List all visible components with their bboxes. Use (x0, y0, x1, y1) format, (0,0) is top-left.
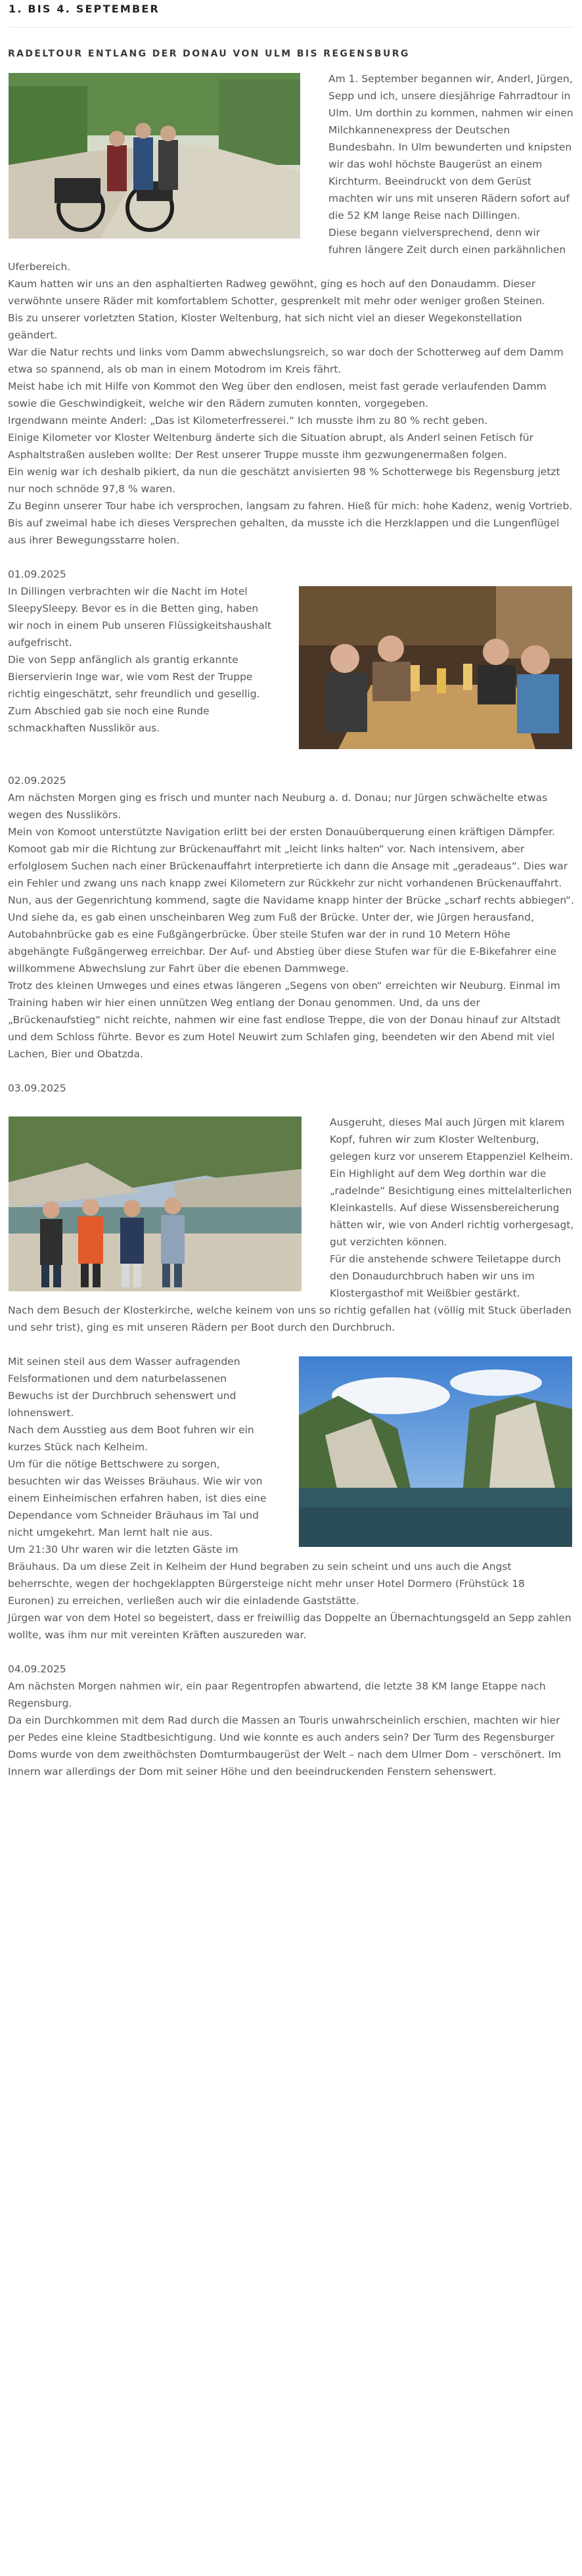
article-heading: RADELTOUR ENTLANG DER DONAU VON ULM BIS REGENSBURG (8, 49, 410, 59)
day-date: 01.09.2025 (8, 568, 66, 580)
day-paragraph: In Dillingen verbrachten wir die Nacht im Hotel SleepySleepy. Bevor es in die Betten ging, haben wir noch in einem Pub unseren Flüssigkeitshaushalt aufgefrischt. (8, 586, 272, 649)
day-paragraph: Mit seinen steil aus dem Wasser aufragenden Felsformationen und dem naturbelassenen Bewuchs ist der Durchbruch sehenswert und lohnenswert. (8, 1356, 240, 1419)
day-paragraph: Um 21:30 Uhr waren wir die letzten Gäste im Bräuhaus. Da um diese Zeit in Kelheim der Hund begraben zu sein scheint und uns auch die Angst beherrschte, wegen der hochgeklappten Bürgersteige nicht mehr unser Hotel Dormero (Frühstück 18 Euronen) zu erreichen, verließen auch wir die einladende Gaststätte. (8, 1544, 525, 1607)
intro-paragraph: Irgendwann meinte Anderl: „Das ist Kilometerfresserei.“ Ich musste ihm zu 80 % recht geben. (8, 415, 488, 426)
photo-danube-gorge (298, 1356, 573, 1548)
title-divider (9, 27, 573, 28)
day-paragraph: Nun, aus der Gegenrichtung kommend, sagte die Navidame knapp hinter der Brücke „scharf rechts abbiegen“. Und siehe da, es gab einen unscheinbaren Weg zum Fuß der Brücke. Unter der, wie Jürgen herausfand, Autobahnbrücke gab es eine Fußgängerbrücke. Über steile Stufen war der in rund 10 Metern Höhe abgehängte Fußgängerweg erreichbar. Der Auf- und Abstieg über diese Stufen war für die E-Bikefahrer eine willkommene Abwechslung zur Fahrt über die ebenen Dammwege. (8, 894, 574, 975)
intro-paragraph: Meist habe ich mit Hilfe von Kommot den Weg über den endlosen, meist fast gerade verlaufenden Damm sowie die Geschwindigkeit, welche wir den Rädern zumuten konnten, vorgegeben. (8, 380, 547, 409)
article (8, 46, 574, 1780)
intro-paragraph: War die Natur rechts und links vom Damm abwechslungsreich, so war doch der Schotterweg auf dem Damm etwa so spannend, als ob man in einem Motodrom im Kreis fährt. (8, 346, 564, 375)
day-date: 03.09.2025 (8, 1082, 66, 1094)
day-paragraph: Trotz des kleinen Umweges und eines etwas längeren „Segens von oben“ erreichten wir Neuburg. Einmal im Training haben wir hier einen unnützen Weg entlang der Donau genommen. Und, da uns der „Brückenaufstieg“ nicht reichte, nahmen wir eine fast endlose Treppe, die von der Donau hinauf zur Altstadt und dem Schloss führte. Bevor es zum Hotel Neuwirt zum Schlafen ging, beendeten wir den Abend mit viel Lachen, Bier und Obatzda. (8, 980, 561, 1060)
intro-paragraph: Kaum hatten wir uns an den asphaltierten Radweg gewöhnt, ging es hoch auf den Donaudamm. Dieser verwöhnte unsere Räder mit komfortablem Schotter, gesprenkelt mit mehr oder weniger großen Steinen. (8, 278, 545, 307)
day-paragraph: Die von Sepp anfänglich als grantig erkannte Bierservierin Inge war, wie vom Rest der Truppe richtig eingeschätzt, sehr freundlich und gesellig. Zum Abschied gab sie noch eine Runde schmackhaften Nusslikör aus. (8, 654, 260, 734)
day-paragraph: Nach dem Ausstieg aus dem Boot fuhren wir ein kurzes Stück nach Kelheim. (8, 1424, 254, 1453)
intro-paragraph: Einige Kilometer vor Kloster Weltenburg änderte sich die Situation abrupt, als Anderl seinen Fetisch für Asphaltstraßen ausleben wollte: Der Rest unserer Truppe musste ihm gezwungenermaßen folgen. (8, 432, 534, 461)
day-paragraph: Nach dem Besuch der Klosterkirche, welche keinem von uns so richtig gefallen hat (völlig mit Stuck überladen und sehr trist), ging es mit unseren Rädern per Boot durch den Durchbruch. (8, 1304, 571, 1333)
intro-paragraph: Diese begann vielversprechend, denn wir fuhren längere Zeit durch einen parkähnlichen Uferbereich. (8, 227, 566, 273)
day-paragraph: Um für die nötige Bettschwere zu sorgen, besuchten wir das Weisses Bräuhaus. Wie wir von einem Einheimischen erfahren haben, ist dies eine Dependance vom Schneider Bräuhaus im Tal und nicht umgekehrt. Man lernt halt nie aus. (8, 1458, 267, 1538)
day-paragraph: Jürgen war von dem Hotel so begeistert, dass er freiwillig das Doppelte an Übernachtungsgeld an Sepp zahlen wollte, was ihm nur mit vereinten Kräften auszureden war. (8, 1612, 571, 1641)
intro-paragraph: Ein wenig war ich deshalb pikiert, da nun die geschätzt anvisierten 98 % Schotterwege bis Regensburg jetzt nur noch schnöde 97,8 % waren. (8, 466, 560, 495)
photo-group-at-river-gorge (8, 1116, 302, 1292)
day-date: 04.09.2025 (8, 1663, 66, 1675)
photo-cyclists-on-path (8, 72, 301, 239)
photo-pub-evening (298, 586, 573, 750)
intro-paragraph: Bis zu unserer vorletzten Station, Kloster Weltenburg, hat sich nicht viel an dieser Wegekonstellation geändert. (8, 312, 522, 341)
day-paragraph: Für die anstehende schwere Teiletappe durch den Donaudurchbruch haben wir uns im Klostergasthof mit Weißbier gestärkt. (330, 1253, 561, 1299)
day-paragraph: Ausgeruht, dieses Mal auch Jürgen mit klarem Kopf, fuhren wir zum Kloster Weltenburg, gelegen kurz vor unserem Etappenziel Kelheim. Ein Highlight auf dem Weg dorthin war die „radelnde“ Besichtigung eines mittelalterlichen Kleinkastells. Auf diese Wissensbereicherung hätten wir, wie von Anderl richtig vorhergesagt, gut verzichten können. (330, 1116, 574, 1248)
page-title: 1. BIS 4. SEPTEMBER (9, 3, 160, 15)
day-paragraph: Am nächsten Morgen nahmen wir, ein paar Regentropfen abwartend, die letzte 38 KM lange Etappe nach Regensburg. (8, 1680, 546, 1709)
day-date: 02.09.2025 (8, 775, 66, 787)
intro-paragraph: Am 1. September begannen wir, Anderl, Jürgen, Sepp und ich, unsere diesjährige Fahrradtour in Ulm. Um dorthin zu kommen, nahmen wir einen Milchkannenexpress der Deutschen Bundesbahn. In Ulm bewunderten und knipsten wir das wohl höchste Baugerüst an einem Kirchturm. Beeindruckt von dem Gerüst machten wir uns mit unseren Rädern sofort auf die 52 KM lange Reise nach Dillingen. (328, 73, 573, 221)
day-paragraph: Da ein Durchkommen mit dem Rad durch die Massen an Touris unwahrscheinlich erschien, machten wir hier per Pedes eine kleine Stadtbesichtigung. Und wie konnte es auch anders sein? Der Turm des Regensburger Doms wurde von dem zweithöchsten Domturmbaugerüst der Welt – nach dem Ulmer Dom – verschönert. Im Innern war allerdings der Dom mit seiner Höhe und den beeindruckenden Fenstern sehenswert. (8, 1714, 562, 1778)
intro-paragraph: Zu Beginn unserer Tour habe ich versprochen, langsam zu fahren. Hieß für mich: hohe Kadenz, wenig Vortrieb. Bis auf zweimal habe ich dieses Versprechen gehalten, da musste ich die Herzklappen und die Lungenflügel aus ihrer Bewegungsstarre holen. (8, 500, 573, 546)
day-paragraph: Am nächsten Morgen ging es frisch und munter nach Neuburg a. d. Donau; nur Jürgen schwächelte etwas wegen des Nusslikörs. (8, 792, 548, 821)
day-paragraph: Mein von Komoot unterstützte Navigation erlitt bei der ersten Donauüberquerung einen kräftigen Dämpfer. Komoot gab mir die Richtung zur Brückenauffahrt mit „leicht links halten“ vor. Nach intensivem, aber erfolglosem Suchen nach einer Brückenauffahrt interpretierte ich dann die Ansage mit „geradeaus“. Dies war ein Fehler und zwang uns nach knapp zwei Kilometern zur Rückkehr zur nicht vorhandenen Brückenauffahrt. (8, 826, 568, 889)
